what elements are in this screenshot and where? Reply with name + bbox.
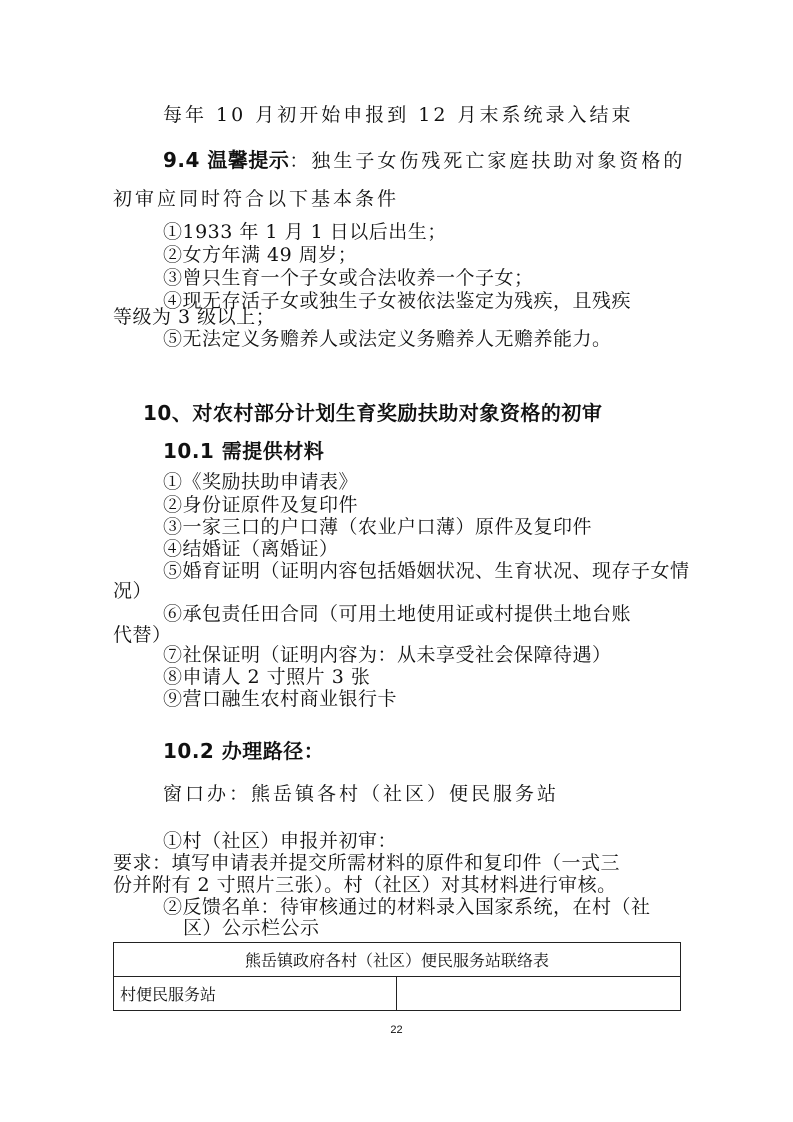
table-title: 熊岳镇政府各村（社区）便民服务站联络表 (114, 943, 681, 977)
condition-item: ⑤无法定义务赡养人或法定义务赡养人无赡养能力。 (163, 328, 612, 350)
section-10-heading: 10、对农村部分计划生育奖励扶助对象资格的初审 (143, 401, 603, 425)
material-item: ⑨营口融生农村商业银行卡 (163, 688, 398, 710)
material-item: ⑥承包责任田合同（可用土地使用证或村提供土地台账 (163, 603, 632, 625)
table-cell: 村便民服务站 (114, 977, 397, 1011)
table-cell (397, 977, 681, 1011)
procedure-step: ①村（社区）申报并初审： (163, 830, 398, 852)
section-9-4 (163, 149, 685, 172)
window-office: 窗口办：熊岳镇各村（社区）便民服务站 (163, 783, 560, 805)
text-line: 初审应同时符合以下基本条件 (113, 188, 400, 210)
material-item: ②身份证原件及复印件 (163, 494, 359, 516)
condition-item: ④现无存活子女或独生子女被依法鉴定为残疾，且残疾 (163, 290, 632, 312)
material-item: ④结婚证（离婚证） (163, 538, 339, 560)
table-row (114, 977, 681, 1011)
material-item: ⑦社保证明（证明内容为：从未享受社会保障待遇） (163, 644, 612, 666)
section-10-2-heading: 10.2 办理路径： (163, 739, 325, 763)
section-10-1-heading: 10.1 需提供材料 (163, 439, 325, 463)
material-item: ③一家三口的户口薄（农业户口薄）原件及复印件 (163, 516, 593, 538)
contact-table (113, 942, 681, 1011)
condition-item: ①1933 年 1 月 1 日以后出生； (163, 221, 447, 243)
section-9-4-text: ：独生子女伤残死亡家庭扶助对象资格的 (289, 150, 686, 172)
section-9-4-heading: 9.4 温馨提示 (163, 148, 290, 172)
material-item-cont: 代替） (113, 624, 172, 646)
procedure-text: 要求：填写申请表并提交所需材料的原件和复印件（一式三 (113, 852, 621, 874)
page-number: 22 (390, 1024, 403, 1036)
condition-item: ②女方年满 49 周岁； (163, 244, 358, 266)
text-line: 每年 10 月初开始申报到 12 月末系统录入结束 (163, 104, 634, 126)
material-item: ①《奖励扶助申请表》 (163, 471, 359, 493)
condition-item: ③曾只生育一个子女或合法收养一个子女； (163, 267, 534, 289)
condition-item-cont: 等级为 3 级以上； (113, 306, 276, 328)
procedure-step-cont: 区）公示栏公示 (183, 917, 320, 939)
material-item-cont: 况） (113, 580, 153, 602)
procedure-text: 份并附有 2 寸照片三张）。村（社区）对其材料进行审核。 (113, 874, 617, 896)
material-item: ⑤婚育证明（证明内容包括婚姻状况、生育状况、现存子女情 (163, 560, 690, 582)
table-row (114, 943, 681, 977)
procedure-step: ②反馈名单：待审核通过的材料录入国家系统，在村（社 (163, 896, 651, 918)
material-item: ⑧申请人 2 寸照片 3 张 (163, 666, 371, 688)
